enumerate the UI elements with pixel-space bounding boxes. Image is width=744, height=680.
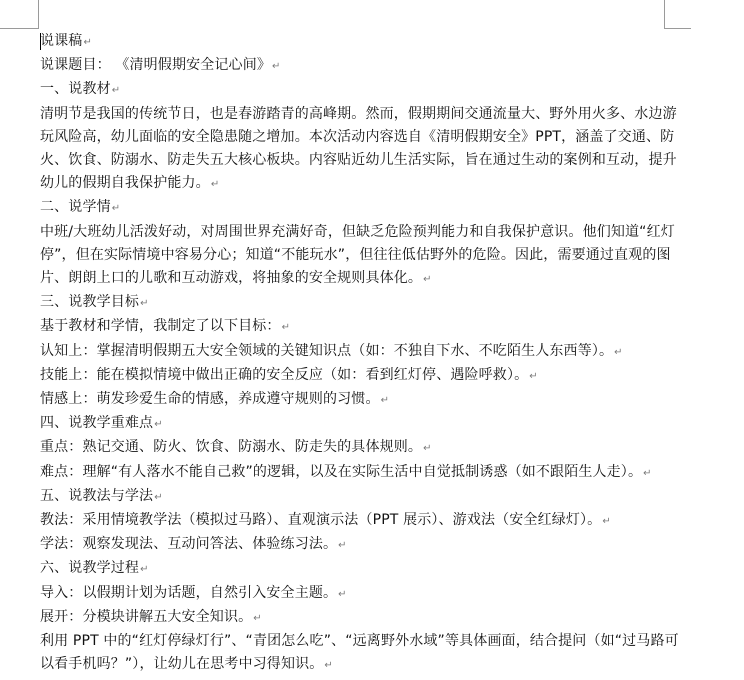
page-corner-top-left bbox=[0, 0, 39, 29]
paragraph-text: 情感上：萌发珍爱生命的情感，养成遵守规则的习惯。 bbox=[40, 391, 380, 408]
paragraph-mark-icon: ↵ bbox=[140, 298, 149, 310]
paragraph-mark-icon: ↵ bbox=[281, 322, 291, 334]
paragraph-text: 认知上：掌握清明假期五大安全领域的关键知识点（如：不独自下水、不吃陌生人东西等）。 bbox=[40, 342, 614, 359]
paragraph-mark-icon: ↵ bbox=[324, 660, 333, 672]
paragraph[interactable] bbox=[40, 54, 680, 78]
paragraph-mark-icon: ↵ bbox=[140, 564, 149, 576]
paragraph[interactable] bbox=[40, 533, 680, 557]
paragraph-text: 说课稿 bbox=[40, 33, 83, 49]
paragraph-text: 重点：熟记交通、防火、饮食、防溺水、防走失的具体规则。 bbox=[40, 439, 423, 456]
paragraph[interactable] bbox=[40, 78, 680, 102]
paragraph-text: 清明节是我国的传统节日，也是春游踏青的高峰期。然而，假期期间交通流量大、野外用火多、水边游玩风险高，幼儿面临的安全隐患随之增加。本次活动内容选自《清明假期安全》PPT，涵盖了交通、防火、饮食、防溺水、防走失五大核心板块。内容贴近幼儿生活实际，旨在通过生动的案例和互动，提升幼儿的假期自我保护能力。 bbox=[40, 105, 677, 192]
paragraph[interactable] bbox=[40, 221, 680, 292]
paragraph-mark-icon: ↵ bbox=[154, 419, 163, 431]
paragraph-text: 六、说教学过程 bbox=[40, 560, 140, 577]
paragraph[interactable] bbox=[40, 485, 680, 509]
paragraph-text: 三、说教学目标 bbox=[40, 294, 140, 311]
paragraph-mark-icon: ↵ bbox=[210, 179, 220, 191]
paragraph-mark-icon: ↵ bbox=[253, 612, 262, 624]
page-corner-top-right bbox=[664, 0, 691, 29]
paragraph[interactable] bbox=[40, 291, 680, 315]
paragraph-text: 一、说教材 bbox=[40, 81, 111, 98]
paragraph[interactable] bbox=[40, 103, 680, 197]
paragraph-mark-icon: ↵ bbox=[111, 85, 121, 97]
paragraph-mark-icon: ↵ bbox=[380, 395, 390, 407]
paragraph[interactable] bbox=[40, 388, 680, 412]
paragraph[interactable] bbox=[40, 315, 680, 339]
paragraph-text: 导入：以假期计划为话题，自然引入安全主题。 bbox=[40, 584, 338, 601]
paragraph-mark-icon: ↵ bbox=[602, 516, 611, 528]
paragraph-text: 展开：分模块讲解五大安全知识。 bbox=[40, 608, 253, 625]
paragraph-mark-icon: ↵ bbox=[423, 443, 432, 455]
paragraph-text: 四、说教学重难点 bbox=[40, 415, 154, 432]
paragraph-text: 说课题目： 《清明假期安全记心间》 bbox=[40, 57, 271, 74]
document-body[interactable] bbox=[40, 30, 680, 677]
paragraph-mark-icon: ↵ bbox=[614, 346, 623, 358]
paragraph-text: 学法：观察发现法、互动问答法、体验练习法。 bbox=[40, 536, 338, 553]
paragraph[interactable] bbox=[40, 340, 680, 364]
paragraph-mark-icon: ↵ bbox=[643, 467, 652, 479]
paragraph[interactable] bbox=[40, 606, 680, 630]
paragraph[interactable] bbox=[40, 461, 680, 485]
paragraph[interactable] bbox=[40, 364, 680, 388]
paragraph-mark-icon: ↵ bbox=[111, 203, 121, 215]
paragraph-text: 利用 PPT 中的“红灯停绿灯行”、“青团怎么吃”、“远离野外水域”等具体画面，结合提问（如“过马路可以看手机吗？”），让幼儿在思考中习得知识。 bbox=[40, 633, 679, 673]
paragraph[interactable] bbox=[40, 509, 680, 533]
paragraph-mark-icon: ↵ bbox=[423, 274, 432, 286]
paragraph[interactable] bbox=[40, 412, 680, 436]
paragraph-mark-icon: ↵ bbox=[272, 61, 281, 73]
paragraph[interactable] bbox=[40, 557, 680, 581]
paragraph[interactable] bbox=[40, 436, 680, 460]
paragraph[interactable] bbox=[40, 630, 680, 677]
paragraph-mark-icon: ↵ bbox=[83, 37, 92, 48]
paragraph-text: 中班/大班幼儿活泼好动，对周围世界充满好奇，但缺乏危险预判能力和自我保护意识。他们知道“红灯停”，但在实际情境中容易分心；知道“不能玩水”，但往往低估野外的危险。因此，需要通过直观的图片、朗朗上口的儿歌和互动游戏，将抽象的安全规则具体化。 bbox=[40, 223, 675, 287]
paragraph-text: 教法：采用情境教学法（模拟过马路）、直观演示法（PPT 展示）、游戏法（安全红绿灯）。 bbox=[40, 512, 602, 529]
paragraph-text: 难点：理解“有人落水不能自己救”的逻辑，以及在实际生活中自觉抵制诱惑（如不跟陌生人走）。 bbox=[40, 463, 643, 480]
paragraph-mark-icon: ↵ bbox=[154, 491, 163, 503]
paragraph[interactable] bbox=[40, 30, 680, 54]
paragraph-mark-icon: ↵ bbox=[529, 370, 538, 382]
paragraph-text: 基于教材和学情，我制定了以下目标： bbox=[40, 318, 281, 335]
paragraph[interactable] bbox=[40, 582, 680, 606]
paragraph-text: 五、说教法与学法 bbox=[40, 487, 154, 504]
paragraph-text: 技能上：能在模拟情境中做出正确的安全反应（如：看到红灯停、遇险呼救）。 bbox=[40, 366, 529, 383]
paragraph[interactable] bbox=[40, 196, 680, 220]
paragraph-mark-icon: ↵ bbox=[338, 588, 347, 600]
paragraph-text: 二、说学情 bbox=[40, 199, 111, 216]
paragraph-mark-icon: ↵ bbox=[338, 540, 347, 552]
